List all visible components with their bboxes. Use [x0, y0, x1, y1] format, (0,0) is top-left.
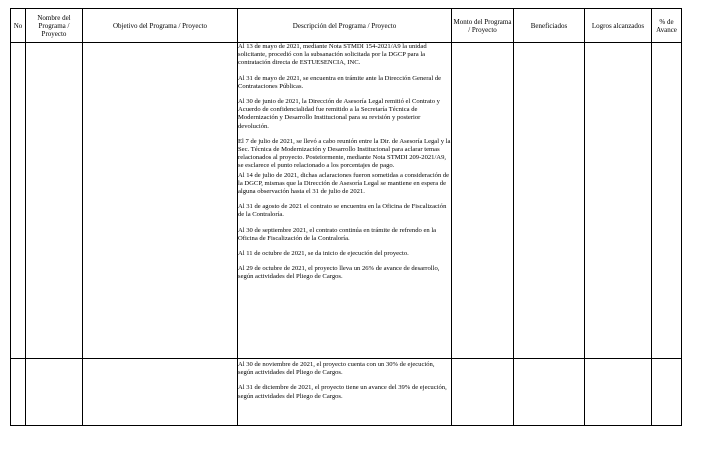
cell-program-name — [26, 43, 83, 359]
cell-achievements — [585, 359, 652, 426]
cell-program-name — [26, 359, 83, 426]
description-paragraph: Al 13 de mayo de 2021, mediante Nota STMDI 154-2021/A9 la unidad solicitante, procedió con la subsanación solicitada por la DGCP para la contratación directa de ESTUESENCIA, INC. — [238, 43, 427, 67]
program-table — [10, 8, 682, 426]
cell-program-description — [238, 43, 452, 359]
description-paragraph: Al 31 de agosto de 2021 el contrato se encuentra en la Oficina de Fiscalización de la Contraloría. — [238, 203, 447, 219]
cell-program-amount — [452, 43, 514, 359]
cell-program-objective — [83, 43, 238, 359]
description-paragraph: Al 11 de octubre de 2021, se da inicio de ejecución del proyecto. — [238, 250, 409, 258]
cell-achievements — [585, 43, 652, 359]
header-program-amount: Monto del Programa / Proyecto — [452, 9, 514, 43]
cell-progress-percent — [652, 359, 682, 426]
header-progress-percent: % de Avance — [652, 9, 682, 43]
header-no: No — [11, 9, 26, 43]
header-achievements: Logros alcanzados — [585, 9, 652, 43]
cell-no — [11, 359, 26, 426]
description-paragraph: Al 30 de noviembre de 2021, el proyecto cuenta con un 30% de ejecución, según actividades del Pliego de Cargos. — [238, 361, 435, 377]
table-row — [11, 359, 682, 426]
description-paragraph: Al 31 de mayo de 2021, se encuentra en trámite ante la Dirección General de Contrataciones Públicas. — [238, 74, 442, 90]
header-program-objective: Objetivo del Programa / Proyecto — [83, 9, 238, 43]
table-header-row — [11, 9, 682, 43]
header-beneficiaries: Beneficiados — [514, 9, 585, 43]
header-program-description: Descripción del Programa / Proyecto — [238, 9, 452, 43]
header-program-name: Nombre del Programa / Proyecto — [26, 9, 83, 43]
description-paragraph: Al 29 de octubre de 2021, el proyecto lleva un 26% de avance de desarrollo, según actividades del Pliego de Cargos. — [238, 265, 440, 281]
cell-program-description — [238, 359, 452, 426]
table-row — [11, 43, 682, 359]
cell-no — [11, 43, 26, 359]
description-paragraph: El 7 de julio de 2021, se llevó a cabo reunión entre la Dir. de Asesoría Legal y la Sec. Técnica de Modernización y Desarrollo Institucional para aclarar temas relacionados al proyecto. Posteiormente, mediante Nota STMDI 209-2021/A9, se esclarece el punto relacionado a los porcentajes de pago. — [238, 137, 451, 170]
description-paragraph: Al 30 de septiembre 2021, el contrato continúa en trámite de refrendo en la Oficina de Fiscalización de la Contraloría. — [238, 226, 437, 242]
description-paragraph: Al 31 de diciembre de 2021, el proyecto tiene un avance del 39% de ejecución, según actividades del Pliego de Cargos. — [238, 384, 447, 400]
cell-beneficiaries — [514, 359, 585, 426]
cell-beneficiaries — [514, 43, 585, 359]
description-paragraph: Al 14 de julio de 2021, dichas aclaraciones fueron sometidas a consideración de la DGCP, mismas que la Dirección de Asesoría Legal se mantiene en espera de alguna observación hasta el 31 de julio de 2021. — [238, 171, 450, 196]
description-paragraph: Al 30 de junio de 2021, la Dirección de Asesoría Legal remitió el Contrato y Acuerdo de confidencialidad fue remitido a la Secretaría Técnica de Modernización y Desarrollo Institucional para su revisión y posterior devolución. — [238, 98, 440, 130]
cell-progress-percent — [652, 43, 682, 359]
cell-program-objective — [83, 359, 238, 426]
cell-program-amount — [452, 359, 514, 426]
